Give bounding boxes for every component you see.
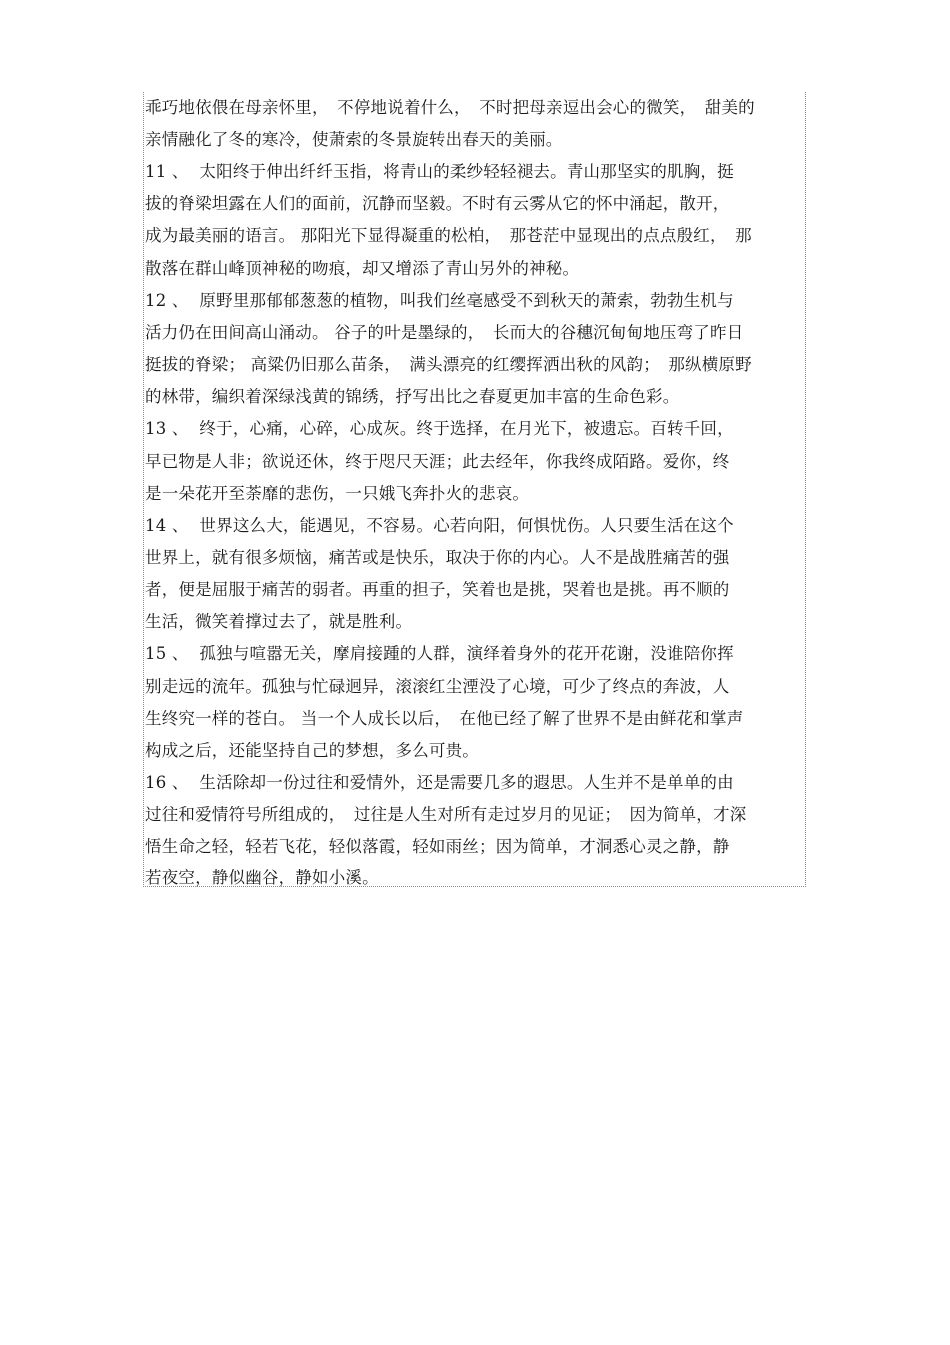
- text-line: 活力仍在田间高山涌动。 谷子的叶是墨绿的， 长而大的谷穗沉甸甸地压弯了昨日: [145, 323, 744, 342]
- text-line: 悟生命之轻，轻若飞花，轻似落霞，轻如雨丝；因为简单，才洞悉心灵之静，静: [145, 837, 730, 856]
- text-line: 成为最美丽的语言。 那阳光下显得凝重的松柏， 那苍茫中显现出的点点殷红， 那: [145, 226, 752, 245]
- text-line: 拔的脊梁坦露在人们的面前，沉静而坚毅。不时有云雾从它的怀中涌起，散开，: [145, 194, 730, 213]
- text-line: 生终究一样的苍白。 当一个人成长以后， 在他已经了解了世界不是由鲜花和掌声: [145, 709, 744, 728]
- text-line: 的林带，编织着深绿浅黄的锦绣，抒写出比之春夏更加丰富的生命色彩。: [145, 387, 680, 406]
- text-line: 若夜空，静似幽谷，静如小溪。: [145, 868, 379, 887]
- text-line: 14 、 世界这么大，能遇见，不容易。心若向阳，何惧忧伤。人只要生活在这个: [145, 516, 734, 535]
- text-line: 世界上，就有很多烦恼，痛苦或是快乐，取决于你的内心。人不是战胜痛苦的强: [145, 548, 730, 567]
- text-line: 乖巧地依偎在母亲怀里， 不停地说着什么， 不时把母亲逗出会心的微笑， 甜美的: [145, 98, 755, 117]
- text-line: 过往和爱情符号所组成的， 过往是人生对所有走过岁月的见证； 因为简单，才深: [145, 805, 747, 824]
- text-line: 别走远的流年。孤独与忙碌迥异，滚滚红尘湮没了心境，可少了终点的奔波，人: [145, 677, 730, 696]
- text-line: 者，便是屈服于痛苦的弱者。再重的担子，笑着也是挑，哭着也是挑。再不顺的: [145, 580, 730, 599]
- text-line: 15 、 孤独与喧嚣无关，摩肩接踵的人群，演绎着身外的花开花谢，没谁陪你挥: [145, 644, 734, 663]
- text-line: 是一朵花开至荼靡的悲伤，一只娥飞奔扑火的悲哀。: [145, 484, 530, 503]
- text-line: 构成之后，还能坚持自己的梦想，多么可贵。: [145, 741, 479, 760]
- text-line: 13 、 终于，心痛，心碎，心成灰。终于选择，在月光下，被遗忘。百转千回，: [145, 419, 734, 438]
- text-line: 12 、 原野里那郁郁葱葱的植物，叫我们丝毫感受不到秋天的萧索，勃勃生机与: [145, 291, 734, 310]
- text-line: 散落在群山峰顶神秘的吻痕，却又增添了青山另外的神秘。: [145, 259, 580, 278]
- text-line: 生活，微笑着撑过去了，就是胜利。: [145, 612, 413, 631]
- text-line: 挺拔的脊梁； 高粱仍旧那么苗条， 满头漂亮的红缨挥洒出秋的风韵； 那纵横原野: [145, 355, 752, 374]
- text-line: 早已物是人非；欲说还休，终于咫尺天涯；此去经年，你我终成陌路。爱你，终: [145, 452, 730, 471]
- text-line: 16 、 生活除却一份过往和爱情外，还是需要几多的遐思。人生并不是单单的由: [145, 773, 734, 792]
- text-line: 11 、 太阳终于伸出纤纤玉指，将青山的柔纱轻轻褪去。青山那坚实的肌胸，挺: [145, 162, 734, 181]
- text-line: 亲情融化了冬的寒冷，使萧索的冬景旋转出春天的美丽。: [145, 130, 563, 149]
